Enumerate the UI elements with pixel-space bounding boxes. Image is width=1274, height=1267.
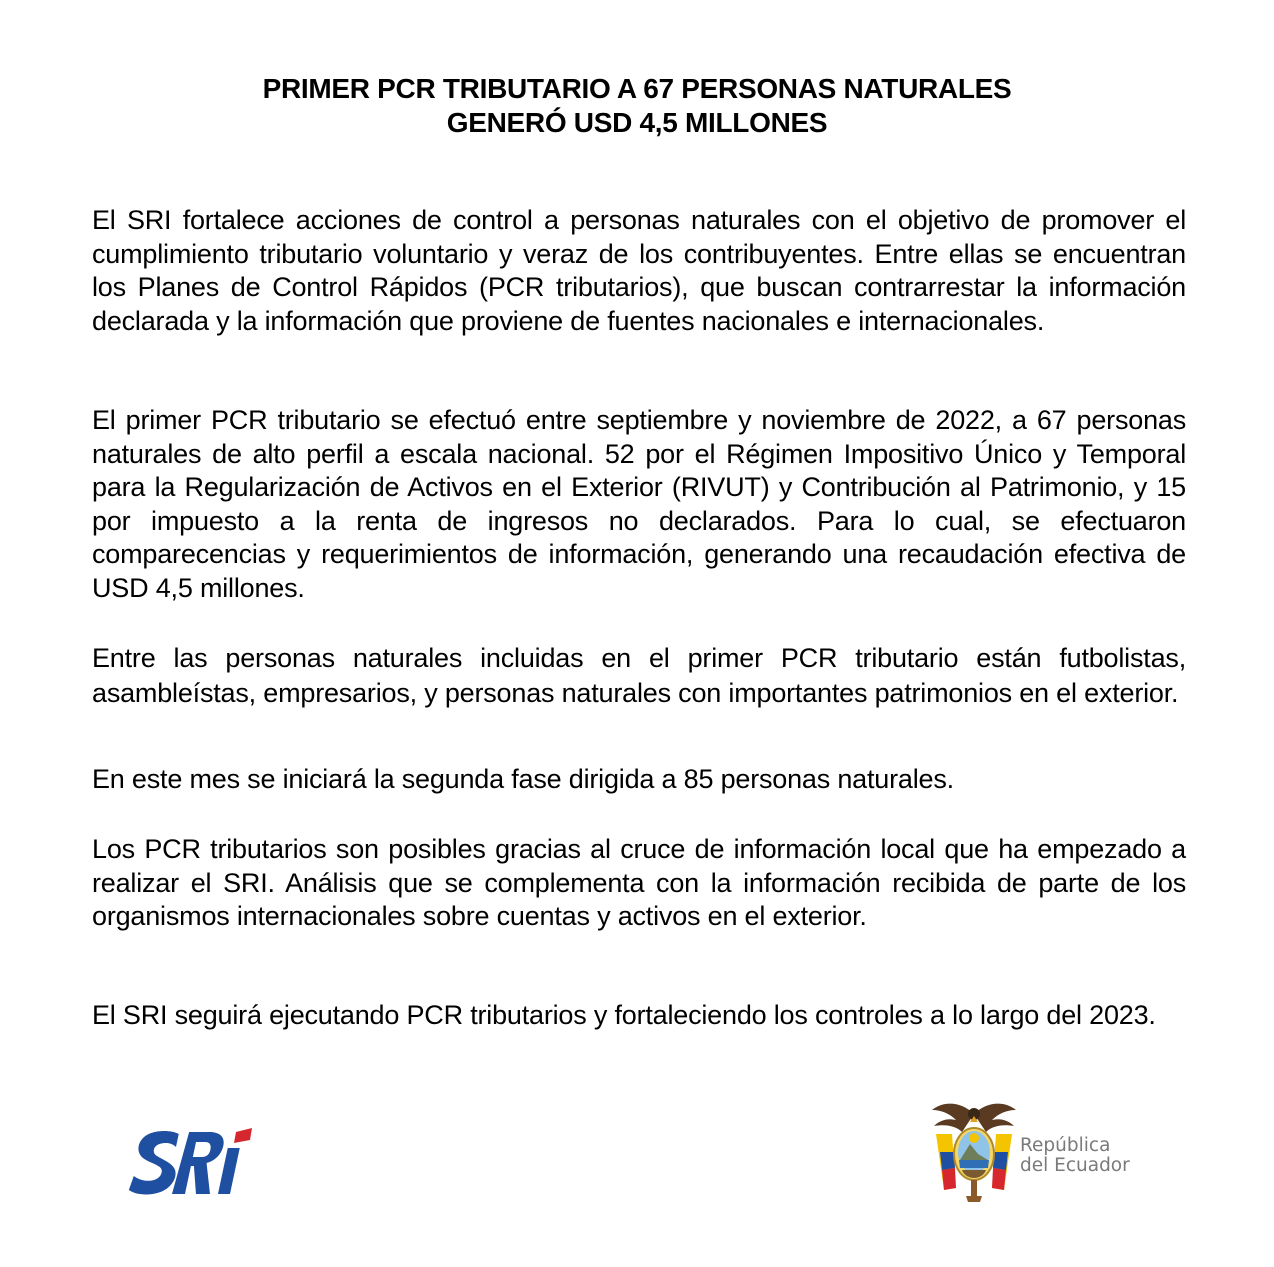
- paragraph-6: El SRI seguirá ejecutando PCR tributarios y fortaleciendo los controles a lo largo del 2023.: [92, 1000, 1156, 1030]
- title-line-2: GENERÓ USD 4,5 MILLONES: [446, 107, 828, 138]
- republica-ecuador-text: [1020, 1136, 1130, 1176]
- paragraph-3: Entre las personas naturales incluidas en el primer PCR tributario están futbolistas, asambleístas, empresarios, y personas naturales con importantes patrimonios en el exterior.: [92, 643, 1186, 708]
- paragraph-2: El primer PCR tributario se efectuó entre septiembre y noviembre de 2022, a 67 personas naturales de alto perfil a escala nacional. 52 por el Régimen Impositivo Único y Temporal para la Regularización de Activos en el Exterior (RIVUT) y Contribución al Patrimonio, y 15 por impuesto a la renta de ingresos no declarados. Para lo cual, se efectuaron comparecencias y requerimientos de información, generando una recaudación efectiva de USD 4,5 millones.: [92, 405, 1186, 603]
- paragraph-5: Los PCR tributarios son posibles gracias al cruce de información local que ha empezado a realizar el SRI. Análisis que se complementa con la información recibida de parte de los organismos internacionales sobre cuentas y activos en el exterior.: [92, 834, 1186, 931]
- paragraph-1: El SRI fortalece acciones de control a personas naturales con el objetivo de promover el cumplimiento tributario voluntario y veraz de los contribuyentes. Entre ellas se encuentran los Planes de Control Rápidos (PCR tributarios), que buscan contrarrestar la información declarada y la información que proviene de fuentes nacionales e internacionales.: [92, 205, 1186, 336]
- page-title: [0, 72, 1274, 140]
- sri-logo: [128, 1128, 254, 1200]
- sri-logo-accent: [234, 1128, 252, 1143]
- sri-logo-letters: [128, 1131, 243, 1194]
- del-ecuador-line: del Ecuador: [1020, 1155, 1130, 1176]
- paragraph-4: En este mes se iniciará la segunda fase dirigida a 85 personas naturales.: [92, 764, 954, 794]
- title-line-1: PRIMER PCR TRIBUTARIO A 67 PERSONAS NATURALES: [262, 73, 1012, 104]
- republica-ecuador-logo: [926, 1098, 1166, 1208]
- republica-line: República: [1020, 1135, 1111, 1156]
- coat-of-arms-icon: [926, 1098, 1022, 1202]
